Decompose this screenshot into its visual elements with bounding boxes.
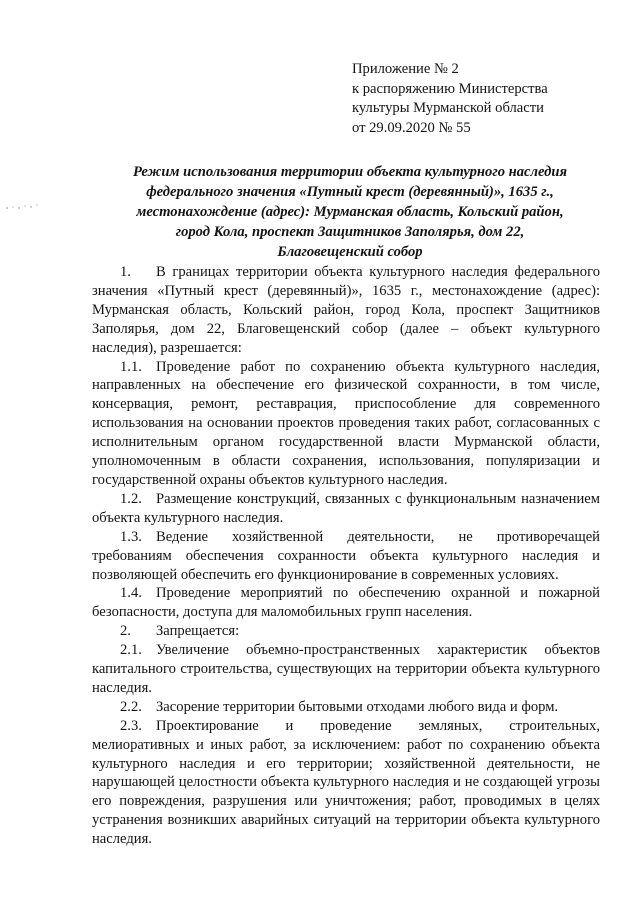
document-body	[92, 263, 600, 849]
paragraph-2-1	[92, 641, 600, 698]
paragraph-number: 1.1.	[120, 358, 142, 375]
paragraph-number: 2.	[120, 623, 131, 640]
paragraph-text: Размещение конструкций, связанных с функциональным назначением объекта культурного наследия.	[92, 490, 600, 526]
appendix-line: к распоряжению Министерства	[352, 80, 548, 97]
paragraph-number: 1.2.	[120, 490, 142, 507]
title-line: Режим использования территории объекта культурного наследия	[132, 164, 568, 180]
paragraph-number: 1.	[120, 264, 131, 280]
scan-artifact	[4, 203, 40, 211]
title-line: местонахождение (адрес): Мурманская область, Кольский район,	[136, 204, 564, 220]
paragraph-1-1	[92, 358, 600, 490]
appendix-line: от 29.09.2020 № 55	[352, 119, 471, 136]
document-title	[90, 162, 610, 262]
paragraph-text: Проектирование и проведение земляных, строительных, мелиоративных и иных работ, за исключением: работ по сохранению объекта культурного наследия и его территории; хозяйственной деятельности, не нарушающей целостности объекта культурного наследия и не создающей угрозы его повреждения, разрушения или уничтожения; работ, проводимых в целях устранения возникших аварийных ситуаций на территории объекта культурного наследия.	[92, 717, 600, 848]
paragraph-text: Запрещается:	[156, 623, 240, 640]
paragraph-text: Увеличение объемно-пространственных характеристик объектов капитального строительства, существующих на территории объекта культурного наследия.	[92, 642, 600, 696]
paragraph-number: 1.3.	[120, 528, 142, 545]
appendix-line: культуры Мурманской области	[352, 100, 544, 116]
paragraph-number: 2.2.	[120, 698, 142, 715]
title-line: Благовещенский собор	[277, 244, 423, 260]
paragraph-number: 2.1.	[120, 642, 142, 659]
paragraph-text: Засорение территории бытовыми отходами любого вида и форм.	[156, 698, 559, 715]
paragraph-text: Ведение хозяйственной деятельности, не противоречащей требованиям обеспечения сохранности объекта культурного наследия и позволяющей обеспечить его функционирование в современных условиях.	[92, 528, 600, 583]
appendix-line: Приложение № 2	[352, 61, 459, 77]
title-line: город Кола, проспект Защитников Заполярья, дом 22,	[175, 224, 525, 240]
paragraph-1-4	[92, 584, 600, 622]
paragraph-text: В границах территории объекта культурного наследия федерального значения «Путный крест (деревянный)», 1635 г., местонахождение (адрес): Мурманская область, Кольский район, город Кола, проспект Защитников Заполярья, дом 22, Благовещенский собор (далее – объект культурного наследия), разрешается:	[92, 264, 600, 356]
paragraph-number: 2.3.	[120, 717, 142, 734]
paragraph-2-2	[92, 698, 600, 717]
paragraph-1-3	[92, 528, 600, 585]
appendix-header	[352, 60, 612, 138]
paragraph-text: Проведение мероприятий по обеспечению охранной и пожарной безопасности, доступа для маломобильных групп населения.	[92, 585, 600, 621]
paragraph-1-2	[92, 490, 600, 528]
paragraph-2	[92, 622, 600, 641]
paragraph-2-3	[92, 717, 600, 849]
paragraph-1	[92, 263, 600, 358]
title-line: федерального значения «Путный крест (деревянный)», 1635 г.,	[146, 184, 554, 200]
paragraph-text: Проведение работ по сохранению объекта культурного наследия, направленных на обеспечение его физической сохранности, в том числе, консервация, ремонт, реставрация, приспособление для современного использования на основании проектов проведения таких работ, согласованных с исполнительным органом государственной власти Мурманской области, уполномоченным в области сохранения, использования, популяризации и государственной охраны объектов культурного наследия.	[92, 358, 600, 488]
paragraph-number: 1.4.	[120, 585, 142, 602]
